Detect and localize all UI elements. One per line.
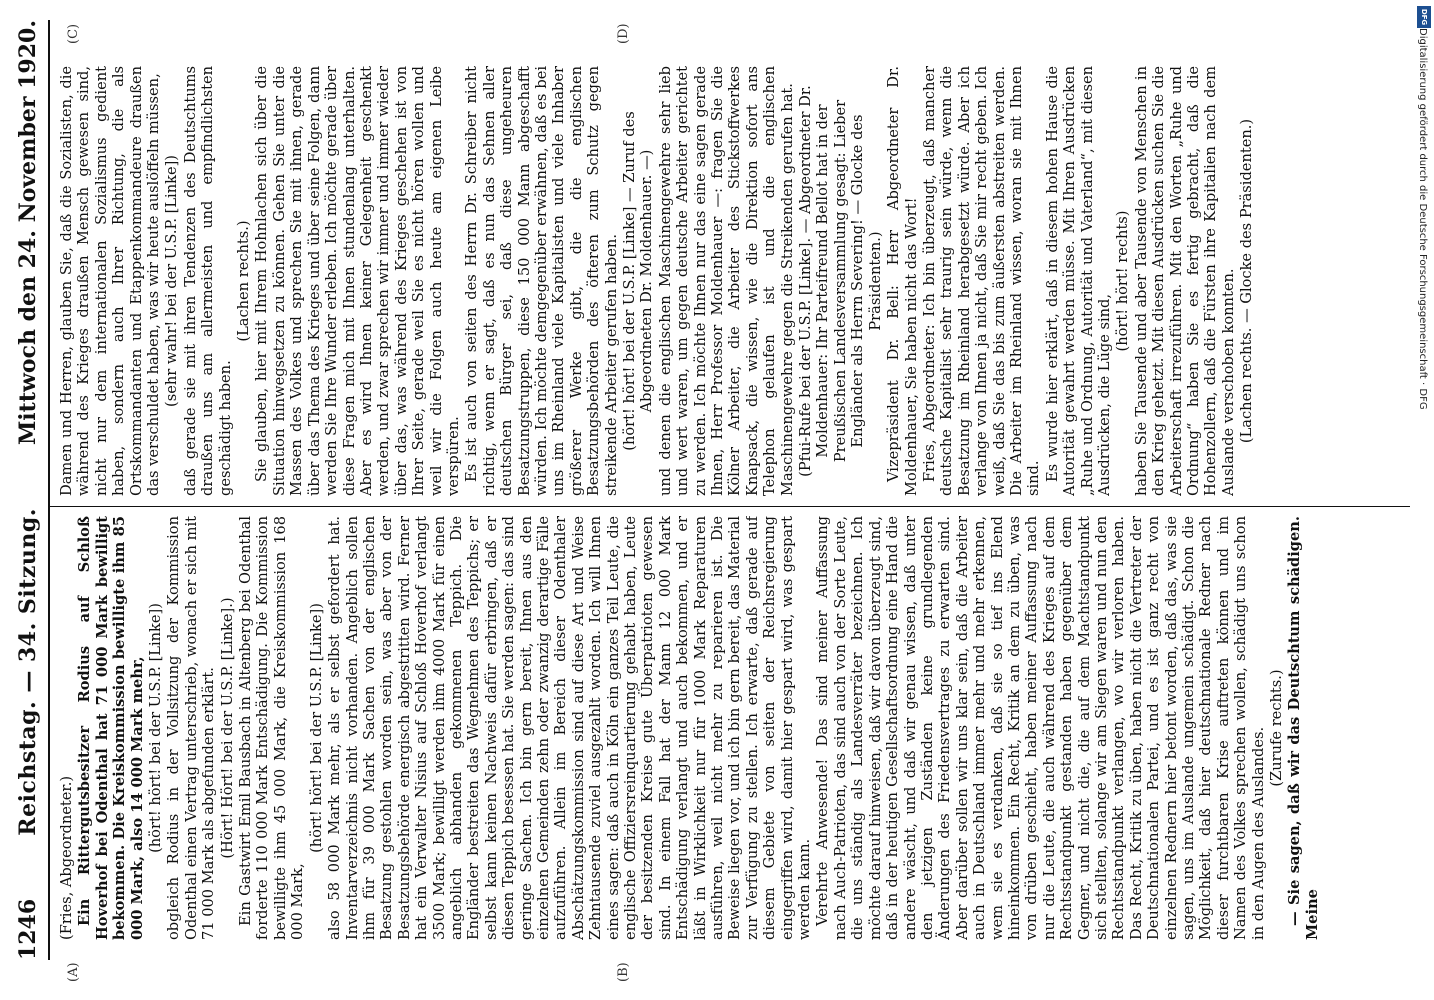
paragraph: Es ist auch von seiten des Herrn Dr. Schreiber nicht richtig, wenn er sagt, daß es nun das Sehnen aller deutschen Bürger sei, daß diese ungeheuren Besatzungstruppen, diese 150 000 Mann abgeschafft würden. Ich möchte demgegenüber erwähnen, daß es bei uns im Rheinland viele Kapitalisten und viele Inhaber größerer Werke gibt, die die englischen Besatzungsbehörden des öfteren zum Schutz gegen streikende Arbeiter gerufen haben. — [463, 66, 620, 496]
paragraph: und denen die englischen Maschinengewehre sehr lieb und wert waren, um gegen deutsche Arbeiter gerichtet zu werden. Ich möchte Ihnen nur das eine sagen gerade Ihnen, Herr Professor Moldenhauer —: fragen Sie die Kölner Arbeiter, die Arbeiter des Stickstoffwerkes Knapsack, die wissen, wie die Direktion sofort ans Telephon gelaufen ist und die englischen Maschinengewehre gegen die Streikenden gerufen hat. — [656, 66, 796, 496]
paragraph: Sie glauben, hier mit Ihrem Hohnlachen sich über die Situation hinwegsetzen zu können. Gehen Sie unter die Massen des Volkes und sprechen Sie mit ihnen, gerade über das Thema des Krieges und über seine Folgen, dann werden Sie Ihre Wunder erleben. Ich möchte gerade über diese Fragen mich mit Ihnen stundenlang unterhalten. Aber es wird Ihnen keiner Gelegenheit geschenkt werden, und zwar sprechen wir immer und immer wieder über das, was während des Krieges geschehen ist von Ihrer Seite, gerade weil Sie es nicht hören wollen und weil wir die Folgen auch heute am eigenen Leibe verspüren. — [253, 66, 462, 496]
dfg-logo: DFG — [1417, 6, 1431, 28]
paragraph: (hört! hört! bei der U.S.P. [Linke] — Zuruf des Abgeordneten Dr. Moldenhauer. —) — [621, 111, 656, 451]
paragraph: Ein Rittergutsbesitzer Rodius auf Schloß Hoverhof bei Odenthal hat 71 000 Mark bewilligt bekommen. Die Kreiskommission bewilligte ihm 85 000 Mark, also 14 000 Mark mehr, — [76, 516, 146, 940]
paragraph: Ein Gastwirt Emil Bausbach in Altenberg bei Odenthal forderte 110 000 Mark Entschädigung. Die Kommission bewilligte ihm 45 000 Mark, die Kreiskommission 168 000 Mark, — [237, 516, 307, 940]
right-text-column — [58, 66, 1408, 496]
margin-marker-b: (B) — [616, 962, 631, 982]
paragraph: (Fries, Abgeordneter.) — [58, 775, 75, 940]
page-header — [8, 20, 50, 960]
paragraph: daß gerade sie mit ihren Tendenzen des Deutschtums draußen uns am allermeisten und empfindlichsten geschädigt haben. — [181, 66, 234, 496]
paragraph: (hört! hört! bei der U.S.P. [Linke]) — [147, 603, 165, 853]
page-number: 1246 — [15, 898, 41, 960]
session-date: Mittwoch den 24. November 1920. — [15, 20, 41, 446]
paragraph: (Zurufe rechts.) — [1268, 669, 1286, 787]
paragraph: (hört! hört! bei der U.S.P. [Linke]) — [307, 603, 325, 853]
paragraph: haben Sie Tausende und aber Tausende von Menschen in den Krieg gehetzt. Mit diesen Ausdrücken suchen Sie die Arbeiterschaft irrezuführen. Mit den Worten „Ruhe und Ordnung“ haben Sie es fertig gebracht, daß die Hohenzollern, daß die Fürsten ihre Kapitalien nach dem Auslande verschoben konnten. — [1132, 66, 1237, 496]
paragraph: (hört! hört! rechts) — [1114, 210, 1132, 352]
margin-marker-d: (D) — [616, 23, 631, 44]
session-title: Reichstag. — 34. Sitzung. — [15, 508, 41, 836]
left-text-column — [58, 516, 1408, 940]
paragraph: (Lachen rechts. — Glocke des Präsidenten.) — [1238, 118, 1256, 444]
column-divider — [50, 506, 1410, 507]
paragraph: (Lachen rechts.) — [235, 220, 253, 342]
digitization-credit — [1412, 6, 1432, 995]
paragraph: (sehr wahr! bei der U.S.P. [Linke]) — [163, 155, 181, 407]
paragraph: obgleich Rodius in der Vollsitzung der Kommission Odenthal einen Vertrag unterschrieb, wonach er sich mit 71 000 Mark als abgefunden erklärt. — [165, 516, 218, 940]
paragraph: Vizepräsident Dr. Bell: Herr Abgeordneter Dr. Moldenhauer, Sie haben nicht das Wort! — [885, 66, 920, 496]
digitization-credit-text: Digitalisierung gefördert durch die Deutsche Forschungsgemeinschaft · DFG — [1417, 28, 1428, 410]
paragraph: Damen und Herren, glauben Sie, daß die Sozialisten, die während des Krieges draußen Mensch gewesen sind, nicht nur dem internationalen Sozialismus gedient haben, sondern auch Ihrer Richtung, die als Ortskommandanten und Etappenkommandeure draußen das verschuldet haben, was wir heute auslöffeln müssen, — [58, 66, 163, 496]
margin-marker-a: (A) — [66, 962, 81, 982]
paragraph: — Sie sagen, daß wir das Deutschtum schädigen. Meine — [1286, 516, 1321, 940]
paragraph: Fries, Abgeordneter: Ich bin überzeugt, daß mancher deutsche Kapitalist sehr traurig sein würde, wenn die Besatzung im Rheinland herabgesetzt würde. Aber ich verlange von Ihnen ja nicht, daß Sie mir recht geben. Ich weiß, daß Sie das bis zum äußersten abstreiten werden. Die Arbeiter im Rheinland wissen, woran sie mit Ihnen sind. — [920, 66, 1043, 496]
paragraph: also 58 000 Mark mehr, als er selbst gefordert hat. Inventarverzeichnis nicht vorhanden. Angeblich sollen ihm für 39 000 Mark Sachen von der englischen Besatzung gestohlen worden sein, was aber von der Besatzungsbehörde energisch abgestritten wird. Ferner hat ein Verwalter Nisius auf Schloß Hoverhof verlangt 3500 Mark; bewilligt werden ihm 4000 Mark für einen angeblich abhanden gekommenen Teppich. Die Engländer bestreiten das Wegnehmen des Teppichs; er selbst kann keinen Nachweis dafür erbringen, daß er diesen Teppich besessen hat. Sie werden sagen: das sind geringe Sachen. Ich bin gern bereit, Ihnen aus den einzelnen Gemeinden zehn oder zwanzig derartige Fälle aufzuführen. Allein im Bereich dieser Odenthaler Abschätzungskommission sind auf diese Art und Weise Zehntausende zuviel ausgezahlt worden. Ich will Ihnen eines sagen: daß auch in Köln ein ganzes Teil Leute, die englische Offiziersreinquartierung gehabt haben, Leute der besitzenden Kreise gute Überpatrioten gewesen sind. In einem Fall hat der Mann 12 000 Mark Entschädigung verlangt und auch bekommen, und er läßt in Wirklichkeit nur für 1000 Mark Reparaturen ausführen, weil nicht mehr zu reparieren ist. Die Beweise liegen vor, und ich bin gern bereit, das Material zur Verfügung zu stellen. Ich erwarte, daß gerade auf diesem Gebiete von seiten der Reichsregierung eingegriffen wird, damit hier gespart wird, was gespart werden kann. — [326, 516, 814, 940]
paragraph: Es wurde hier erklärt, daß in diesem hohen Hause die Autorität gewahrt werden müsse. Mit Ihren Ausdrücken „Ruhe und Ordnung, Autorität und Vaterland“, mit diesen Ausdrücken, die Lüge sind, — [1043, 66, 1113, 496]
paragraph: (Hört! Hört! bei der U.S.P. [Linke].) — [218, 597, 236, 859]
paragraph: Verehrte Anwesende! Das sind meiner Auffassung nach Auch-Patrioten, das sind auch von der Sorte Leute, die uns ständig als Landesverräter bezeichnen. Ich möchte darauf hinweisen, daß wir davon überzeugt sind, daß in der heutigen Gesellschaftsordnung eine Hand die andere wäscht, und daß wir genau wissen, daß unter den jetzigen Zuständen keine grundlegenden Änderungen des Friedensvertrages zu erwarten sind. Aber darüber sollen wir uns klar sein, daß die Arbeiter auch in Deutschland immer mehr und mehr erkennen, wem sie es verdanken, daß sie so tief ins Elend hineinkommen. Ein Recht, Kritik an dem zu üben, was von drüben geschieht, haben meiner Auffassung nach nur die Leute, die auch während des Krieges auf dem Rechtsstandpunkt gestanden haben gegenüber dem Gegner, und nicht die, die auf dem Machtstandpunkt sich stellten, solange wir am Siegen waren und nun den Rechtsstandpunkt verlangen, wo wir verloren haben. Das Recht, Kritik zu üben, haben nicht die Vertreter der Deutschnationalen Partei, und es ist ganz recht von einzelnen Rednern hier betont worden, daß das, was sie sagen, uns im Auslande ungemein schädigt. Schon die Möglichkeit, daß hier deutschnationale Redner nach dieser furchtbaren Krise auftreten können und im Namen des Volkes sprechen wollen, schädigt uns schon in den Augen des Auslandes. — [814, 516, 1267, 940]
margin-marker-c: (C) — [66, 23, 81, 44]
paragraph: (Pfui-Rufe bei der U.S.P. [Linke]. — Abgeordneter Dr. Moldenhauer: Ihr Parteifreund Bellot hat in der Preußischen Landesversammlung gesagt: Lieber Engländer als Herrn Severing! — Glocke des Präsidenten.) — [797, 85, 884, 477]
